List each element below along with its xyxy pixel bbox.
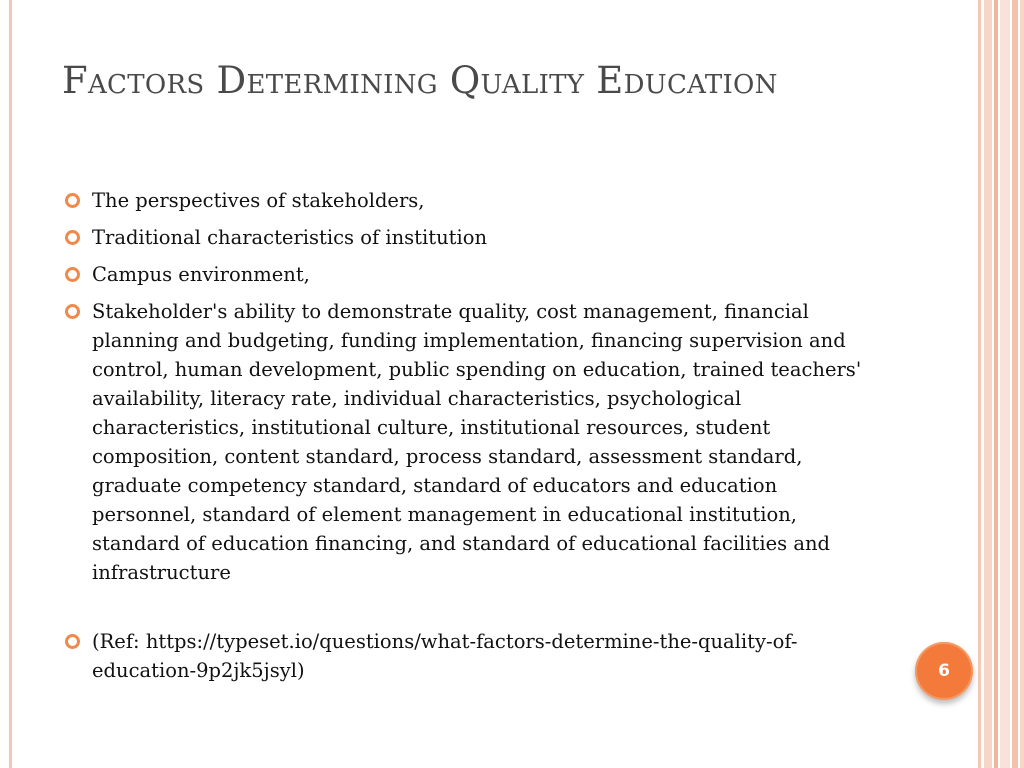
- reference-text: (Ref: https://typeset.io/questions/what-factors-determine-the-quality-of-education-9p2jk5jsyl): [92, 630, 798, 682]
- ring-bullet-icon: [65, 267, 80, 282]
- ring-bullet-icon: [65, 230, 80, 245]
- bullet-item: [62, 260, 882, 289]
- bullet-item: [62, 186, 882, 215]
- bullet-item: [62, 223, 882, 252]
- stripe: [1020, 0, 1024, 768]
- bullet-text: Campus environment,: [92, 263, 310, 286]
- ring-bullet-icon: [65, 304, 80, 319]
- stripe: [1012, 0, 1018, 768]
- ring-bullet-icon: [65, 193, 80, 208]
- page-number-badge: 6: [915, 642, 973, 700]
- left-border-rule: [9, 0, 12, 768]
- stripe: [984, 0, 992, 768]
- bullet-text: Stakeholder's ability to demonstrate quality, cost management, financial planning and budgeting, funding implementation, financing supervision and control, human development, public spending on education, trained teachers' availability, literacy rate, individual characteristics, psychological characteristics, institutional culture, institutional resources, student composition, content standard, process standard, assessment standard, graduate competency standard, standard of educators and education personnel, standard of element management in educational institution, standard of education financing, and standard of educational facilities and infrastructure: [92, 300, 862, 584]
- bullet-item: [62, 297, 882, 587]
- bullet-text: Traditional characteristics of institution: [92, 226, 488, 249]
- slide-title: Factors Determining Quality Education: [62, 59, 778, 102]
- right-decorative-stripes: [978, 0, 1024, 768]
- stripe: [994, 0, 998, 768]
- stripe: [978, 0, 981, 768]
- bullet-text: The perspectives of stakeholders,: [92, 189, 425, 212]
- reference-item: [62, 627, 882, 685]
- bullet-list: [62, 186, 882, 693]
- stripe: [1000, 0, 1010, 768]
- ring-bullet-icon: [65, 634, 80, 649]
